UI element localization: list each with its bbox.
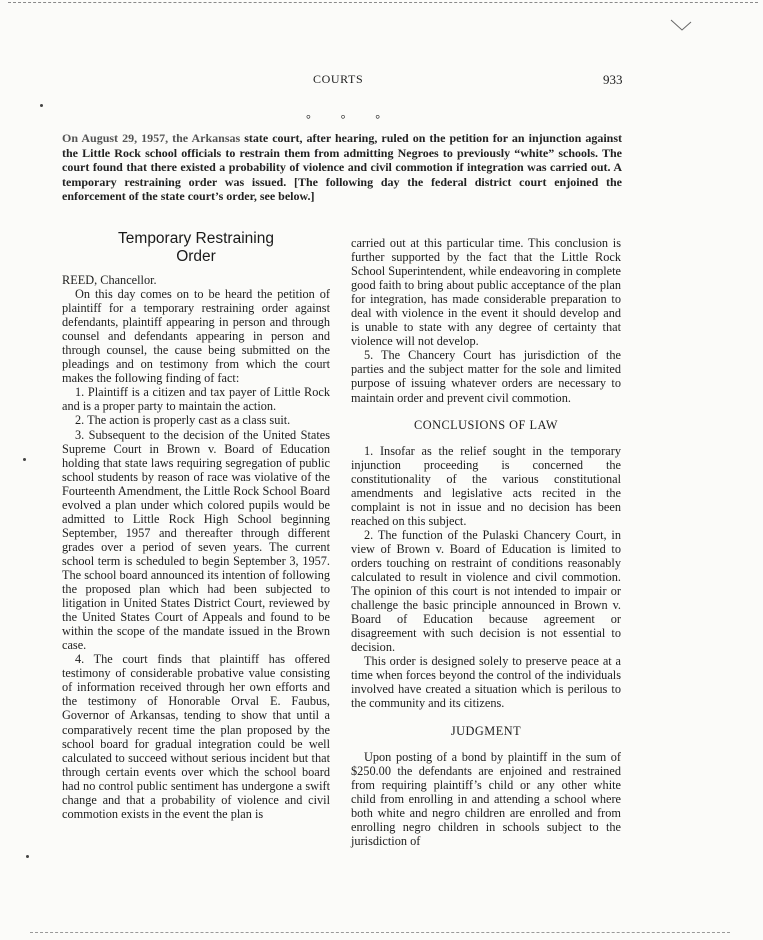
pen-tick-mark <box>670 18 692 32</box>
paragraph: 2. The action is properly cast as a class suit. <box>75 413 291 428</box>
order-title-line: Order <box>176 248 216 265</box>
ornament-divider <box>306 113 380 125</box>
paragraph: On this day comes on to be heard the petition of plaintiff for a temporary restraining order against defendants, plaintiff appearing in person and through counsel and defendants appearing in person and through counsel, the cause being submitted on the pleadings and on testimony from which the court makes the following finding of fact: <box>62 287 330 386</box>
ornament-mark: ° <box>306 112 311 126</box>
section-heading: CONCLUSIONS OF LAW <box>414 417 558 432</box>
scan-speck <box>26 855 29 858</box>
running-head: COURTS <box>313 72 364 86</box>
intro-date: On August 29, 1957, the Arkansas <box>62 131 241 145</box>
scan-speck <box>23 458 26 461</box>
right-column <box>351 236 621 848</box>
paragraph: 5. The Chancery Court has jurisdiction of the parties and the subject matter for the sole and limited purpose of issuing whatever orders are necessary to maintain order and prevent civil commotion. <box>351 348 621 405</box>
paragraph: 1. Insofar as the relief sought in the temporary injunction proceeding is concerned the constitutionality of the various constitutional amendments and legislative acts recited in the complaint is not in issue and no decision has been reached on this subject. <box>351 443 621 528</box>
paragraph: 3. Subsequent to the decision of the United States Supreme Court in Brown v. Board of Education holding that state laws requiring segregation of public school students by reason of race was violative of the Fourteenth Amendment, the Little Rock School Board evolved a plan under which colored pupils would be admitted to Little Rock High School beginning September, 1957 and thereafter through different grades over a period of seven years. The current school term is scheduled to begin September 3, 1957. The school board announced its intention of following the proposed plan which had been subjected to litigation in United States District Court, reviewed by the United States Court of Appeals and found to be within the scope of the mandate issued in the Brown case. <box>62 427 330 653</box>
scan-speck <box>40 104 43 107</box>
intro-text: state court, after hearing, ruled on the petition for an injunction against the Little Rock school officials to restrain them from admitting Negroes to previously “white” schools. The court found that there existed a probability of violence and civil commotion if integration was carried out. A temporary restraining order was issued. [The following day the federal district court enjoined the enforcement of the state court’s order, see below.] <box>62 131 623 204</box>
editorial-intro <box>62 131 622 204</box>
scan-bottom-edge <box>30 932 730 933</box>
ornament-mark: ° <box>340 112 346 126</box>
paragraph: 2. The function of the Pulaski Chancery Court, in view of Brown v. Board of Education is limited to orders touching on restraint of conditions reasonably calculated to result in violence and civil commotion. The opinion of this court is not intended to impair or challenge the basic principle announced in Brown v. Board of Education because agreement or disagreement with such decision is not essential to decision. <box>351 527 621 655</box>
paragraph: This order is designed solely to preserve peace at a time when forces beyond the control of the individuals involved have created a situation which is perilous to the community and its citizens. <box>351 654 621 711</box>
section-heading: JUDGMENT <box>450 723 522 738</box>
scan-top-edge <box>8 2 758 3</box>
left-column <box>62 230 330 821</box>
author-line: REED, Chancellor. <box>62 273 157 287</box>
order-title <box>62 230 330 266</box>
paragraph: carried out at this particular time. This conclusion is further supported by the fact that the Little Rock School Superintendent, while endeavoring in complete good faith to bring about public acceptance of the plan for integration, has made considerable preparation to deal with violence in the event it should develop and is unable to state with any degree of certainty that violence will not develop. <box>351 236 621 349</box>
paragraph: 4. The court finds that plaintiff has offered testimony of considerable probative value consisting of information received through her own efforts and the testimony of Honorable Orval E. Faubus, Governor of Arkansas, tending to show that until a comparatively recent time the plan proposed by the school board for gradual integration could be well calculated to succeed without serious incident but that through certain events over which the school board had no control public sentiment has undergone a swift change and that a probability of violence and civil commotion exists in the event the plan is <box>62 652 330 821</box>
order-title-line: Temporary Restraining <box>118 230 274 247</box>
paragraph: 1. Plaintiff is a citizen and tax payer of Little Rock and is a proper party to maintain the action. <box>62 385 330 414</box>
ornament-mark: ° <box>375 112 380 126</box>
paragraph: Upon posting of a bond by plaintiff in the sum of $250.00 the defendants are enjoined and restrained from requiring plaintiff’s child or any other white child from enrolling in and attending a school where both white and negro children are enrolled and from enrolling negro children in schools subject to the jurisdiction of <box>351 749 621 848</box>
page-number: 933 <box>603 72 623 87</box>
